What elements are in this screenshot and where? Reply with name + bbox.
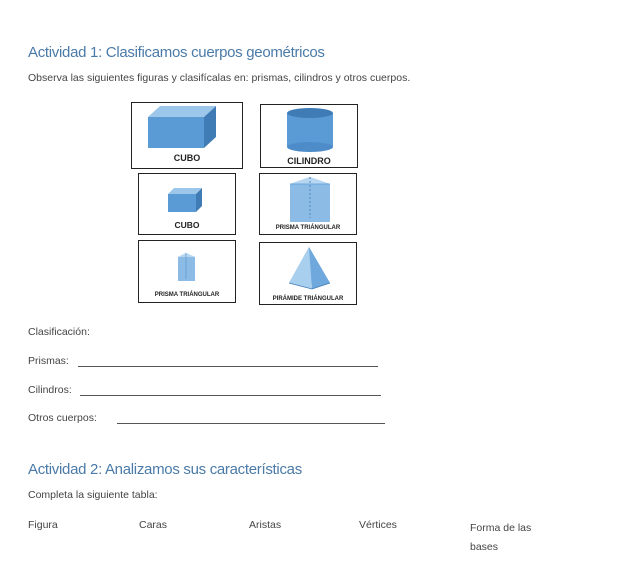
figure-card-triangular-prism [259, 173, 357, 235]
figure-caption: PRISMA TRIÁNGULAR [275, 225, 341, 231]
prismas-answer-line[interactable] [78, 366, 378, 367]
table-header-forma-bases: Forma de las bases [470, 522, 532, 553]
figure-card-cube-large [131, 102, 243, 169]
prismas-label: Prismas: [28, 355, 69, 367]
cilindros-answer-line[interactable] [80, 395, 381, 396]
figure-card-cube-small [138, 173, 236, 235]
activity1-title: Actividad 1: Clasificamos cuerpos geométricos [28, 44, 325, 61]
activity1-instruction: Observa las siguientes figuras y clasifícalas en: prismas, cilindros y otros cuerpos. [28, 72, 411, 84]
figure-caption: PRISMA TRIÁNGULAR [154, 292, 220, 298]
figure-caption: CUBO [174, 220, 200, 230]
activity2-title: Actividad 2: Analizamos sus características [28, 461, 302, 478]
table-header-vertices: Vértices [359, 519, 397, 531]
figure-card-triangular-pyramid [259, 242, 357, 305]
figure-caption: CILINDRO [287, 156, 331, 166]
activity2-instruction: Completa la siguiente tabla: [28, 489, 158, 501]
classification-label: Clasificación: [28, 326, 90, 338]
cilindros-label: Cilindros: [28, 384, 72, 396]
figure-caption: PIRÁMIDE TRIÁNGULAR [272, 296, 344, 302]
figure-card-triangular-prism-small [138, 240, 236, 303]
figure-card-cylinder [260, 104, 358, 168]
table-header-caras: Caras [139, 519, 168, 531]
otros-cuerpos-label: Otros cuerpos: [28, 412, 97, 424]
table-header-aristas: Aristas [249, 519, 282, 531]
otros-cuerpos-answer-line[interactable] [117, 423, 385, 424]
table-header-figura: Figura [28, 519, 58, 531]
figure-caption: CUBO [173, 153, 201, 163]
